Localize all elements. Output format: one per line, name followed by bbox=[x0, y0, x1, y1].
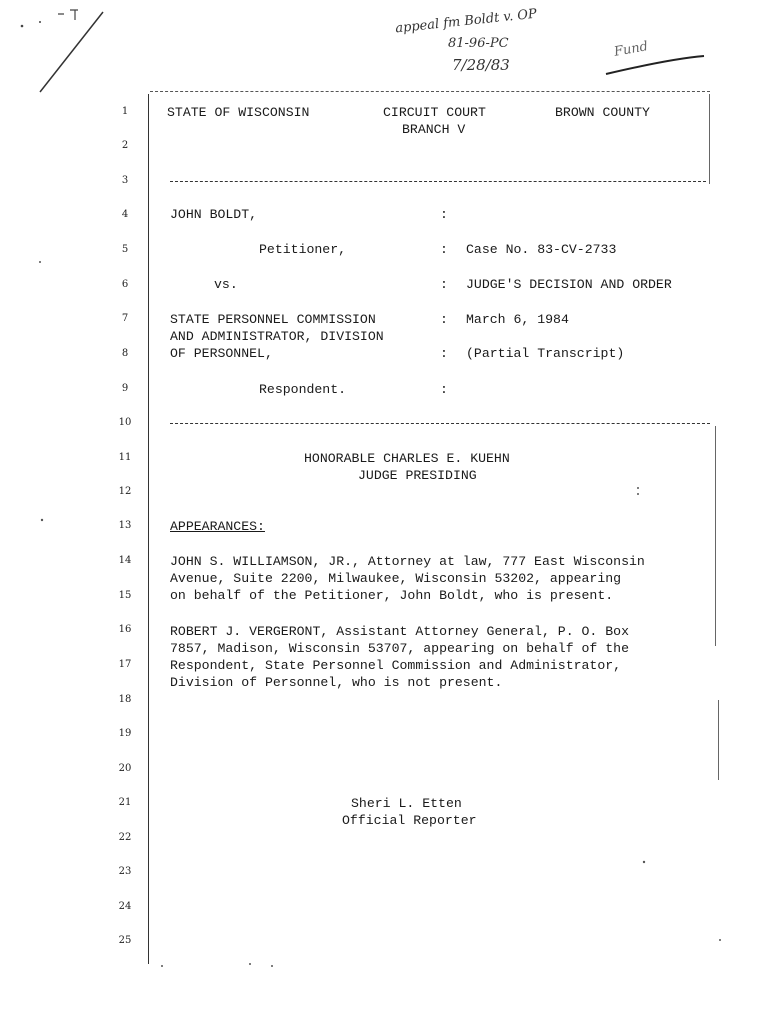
respondent-counsel-line: ROBERT J. VERGERONT, Assistant Attorney General, P. O. Box bbox=[170, 624, 629, 639]
line-number: 13 bbox=[118, 520, 132, 531]
transcript-note: (Partial Transcript) bbox=[466, 346, 625, 361]
judge-role: JUDGE PRESIDING bbox=[358, 468, 477, 483]
versus-label: vs. bbox=[214, 277, 238, 292]
respondent-role: Respondent. bbox=[259, 382, 347, 397]
respondent-line-2: AND ADMINISTRATOR, DIVISION bbox=[170, 329, 384, 344]
right-margin-rule-low bbox=[718, 700, 719, 780]
right-margin-rule-top bbox=[709, 94, 710, 184]
petitioner-counsel-line: JOHN S. WILLIAMSON, JR., Attorney at law, 777 East Wisconsin bbox=[170, 554, 645, 569]
left-margin-rule bbox=[148, 94, 149, 964]
petitioner-name: JOHN BOLDT, bbox=[170, 207, 258, 222]
line-number: 24 bbox=[118, 901, 132, 912]
caption-colon: : bbox=[440, 382, 448, 397]
reporter-name: Sheri L. Etten bbox=[351, 796, 462, 811]
respondent-line-1: STATE PERSONNEL COMMISSION bbox=[170, 312, 376, 327]
handwritten-initials: Fund bbox=[612, 39, 650, 60]
document-title: JUDGE'S DECISION AND ORDER bbox=[466, 277, 672, 292]
respondent-counsel-line: 7857, Madison, Wisconsin 53707, appearing on behalf of the bbox=[170, 641, 629, 656]
line-number: 11 bbox=[118, 452, 132, 463]
caption-colon: : bbox=[440, 346, 448, 361]
caption-branch: BRANCH V bbox=[402, 122, 466, 137]
line-number: 14 bbox=[118, 555, 132, 566]
line-number: 6 bbox=[121, 279, 129, 290]
case-number: Case No. 83-CV-2733 bbox=[466, 242, 617, 257]
caption-colon: : bbox=[440, 242, 448, 257]
line-number: 22 bbox=[118, 832, 132, 843]
handwritten-note-line1: appeal fm Boldt v. OP bbox=[394, 6, 538, 37]
caption-colon: : bbox=[440, 207, 448, 222]
appearances-heading: APPEARANCES: bbox=[170, 519, 265, 534]
line-number: 4 bbox=[121, 209, 129, 220]
right-margin-rule-mid bbox=[715, 426, 716, 646]
caption-court: CIRCUIT COURT bbox=[383, 105, 486, 120]
respondent-counsel-line: Respondent, State Personnel Commission and Administrator, bbox=[170, 658, 622, 673]
caption-county: BROWN COUNTY bbox=[555, 105, 650, 120]
line-number: 16 bbox=[118, 624, 132, 635]
line-number: 2 bbox=[121, 140, 129, 151]
line-number: 1 bbox=[121, 106, 129, 117]
handwritten-note-line3: 7/28/83 bbox=[452, 56, 510, 74]
hearing-date: March 6, 1984 bbox=[466, 312, 569, 327]
line-number: 12 bbox=[118, 486, 132, 497]
handwritten-note-line2: 81-96-PC bbox=[448, 36, 509, 51]
line-number: 20 bbox=[118, 763, 132, 774]
petitioner-counsel-line: Avenue, Suite 2200, Milwaukee, Wisconsin 53202, appearing bbox=[170, 571, 622, 586]
petitioner-counsel-line: on behalf of the Petitioner, John Boldt, who is present. bbox=[170, 588, 614, 603]
line-number: 5 bbox=[121, 244, 129, 255]
line-number: 15 bbox=[118, 590, 132, 601]
line-number: 23 bbox=[118, 866, 132, 877]
respondent-counsel-line: Division of Personnel, who is not present. bbox=[170, 675, 503, 690]
judge-name: HONORABLE CHARLES E. KUEHN bbox=[304, 451, 510, 466]
line-number: 21 bbox=[118, 797, 132, 808]
handwritten-marks bbox=[0, 0, 770, 120]
frame-top-rule bbox=[150, 91, 710, 92]
line-number: 9 bbox=[121, 383, 129, 394]
line-number: 18 bbox=[118, 694, 132, 705]
line-number: 19 bbox=[118, 728, 132, 739]
line-number: 3 bbox=[121, 175, 129, 186]
caption-divider-bottom bbox=[170, 423, 710, 424]
respondent-line-3: OF PERSONNEL, bbox=[170, 346, 273, 361]
line-number: 25 bbox=[118, 935, 132, 946]
caption-divider-top bbox=[170, 181, 706, 182]
line-number: 10 bbox=[118, 417, 132, 428]
reporter-title: Official Reporter bbox=[342, 813, 477, 828]
line-number: 8 bbox=[121, 348, 129, 359]
caption-colon: : bbox=[440, 312, 448, 327]
line-number: 7 bbox=[121, 313, 129, 324]
caption-state: STATE OF WISCONSIN bbox=[167, 105, 310, 120]
line-number: 17 bbox=[118, 659, 132, 670]
caption-colon: : bbox=[440, 277, 448, 292]
petitioner-role: Petitioner, bbox=[259, 242, 347, 257]
